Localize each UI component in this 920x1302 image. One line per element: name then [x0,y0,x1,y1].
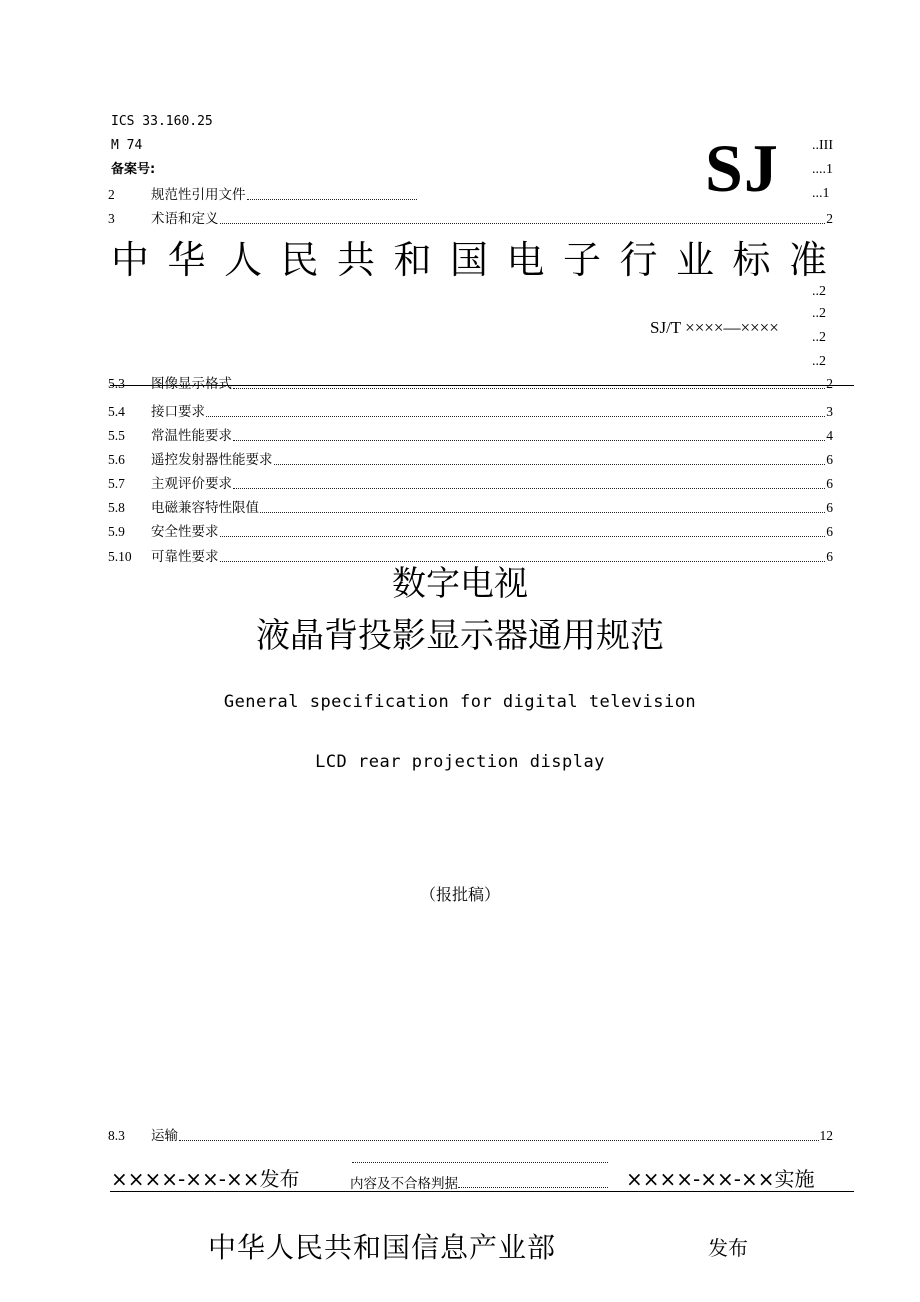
toc-leader-dots [206,416,825,417]
toc-entry[interactable] [108,449,833,469]
m-code: M 74 [111,138,143,153]
toc-entry-title: 接口要求 [151,404,205,420]
toc-entry-title: 图像显示格式 [151,376,232,392]
toc-leader-dots [352,1162,608,1163]
filing-number-label: 备案号: [111,162,156,177]
toc-leader-dots [220,536,826,537]
toc-entry[interactable] [108,184,418,204]
toc-entry-number: 3 [108,211,115,226]
toc-entry-number: 8.3 [108,1128,125,1143]
toc-entry-page: 6 [826,476,833,491]
main-title-line1: 数字电视 [392,564,528,604]
toc-entry-title: 遥控发射器性能要求 [151,452,273,468]
toc-entry-number: 5.3 [108,376,125,391]
toc-entry-number: 5.9 [108,524,125,539]
english-title-line2: LCD rear projection display [315,752,605,772]
toc-entry-title: 安全性要求 [151,524,219,540]
toc-entry[interactable] [108,473,833,493]
draft-status-label: （报批稿） [419,885,500,904]
toc-entry-number: 2 [108,187,115,202]
main-title-line2: 液晶背投影显示器通用规范 [256,616,664,656]
toc-entry-number: 5.8 [108,500,125,515]
toc-entry[interactable] [108,521,833,541]
toc-page-number: ..III [812,138,833,153]
toc-page-number: ....1 [812,162,833,177]
toc-leader-dots [458,1187,608,1188]
toc-entry-number: 5.4 [108,404,125,419]
toc-entry[interactable] [108,401,833,421]
header-divider [110,385,854,386]
toc-page-number: ..2 [812,284,826,299]
publish-label: 发布 [708,1236,748,1260]
toc-entry-title: 规范性引用文件 [151,187,246,203]
toc-leader-dots [247,199,418,200]
toc-leader-dots [274,464,826,465]
issuing-authority: 中华人民共和国信息产业部 [208,1231,557,1264]
toc-entry-page: 12 [819,1128,833,1143]
toc-leader-dots [233,488,825,489]
toc-entry-title: 电磁兼容特性限值 [151,500,259,516]
toc-entry-page: 4 [826,428,833,443]
ics-code: ICS 33.160.25 [111,114,213,129]
toc-entry-title: 运输 [151,1128,178,1144]
toc-entry[interactable] [108,208,833,228]
toc-leader-dots [233,440,825,441]
toc-page-number: ...1 [812,186,830,201]
toc-page-number: ..2 [812,306,826,321]
sj-logo: SJ [705,130,779,206]
toc-entry[interactable] [108,425,833,445]
english-title-line1: General specification for digital television [223,692,697,712]
toc-entry-title: 常温性能要求 [151,428,232,444]
toc-leader-dots [220,223,826,224]
toc-entry-number: 5.5 [108,428,125,443]
standard-category-title: 中华人民共和国电子行业标准 [111,238,846,282]
toc-entry-page: 2 [826,376,833,391]
toc-entry-page: 6 [826,500,833,515]
implement-date: ××××-××-××实施 [626,1167,815,1191]
toc-page-number: ..2 [812,330,826,345]
toc-entry-title: 可靠性要求 [151,549,219,565]
toc-entry-title: 术语和定义 [151,211,219,227]
toc-leader-dots [260,512,825,513]
toc-entry[interactable] [108,1125,833,1145]
footer-divider [110,1191,854,1192]
publish-date: ××××-××-××发布 [111,1167,300,1191]
toc-entry-number: 5.10 [108,549,132,564]
toc-entry-title: 内容及不合格判据 [350,1176,458,1192]
toc-leader-dots [179,1140,819,1141]
toc-entry-title: 主观评价要求 [151,476,232,492]
toc-entry-page: 3 [826,404,833,419]
toc-leader-dots [233,388,825,389]
toc-entry-page: 6 [826,452,833,467]
toc-entry-page: 2 [826,211,833,226]
toc-page-number: ..2 [812,354,826,369]
standard-code: SJ/T ××××—×××× [650,318,779,337]
toc-entry-page: 6 [826,549,833,564]
toc-entry-partial [350,1172,608,1192]
toc-entry-page: 6 [826,524,833,539]
toc-entry-number: 5.6 [108,452,125,467]
toc-entry-clipped [108,546,833,565]
toc-entry-number: 5.7 [108,476,125,491]
toc-entry[interactable] [108,497,833,517]
